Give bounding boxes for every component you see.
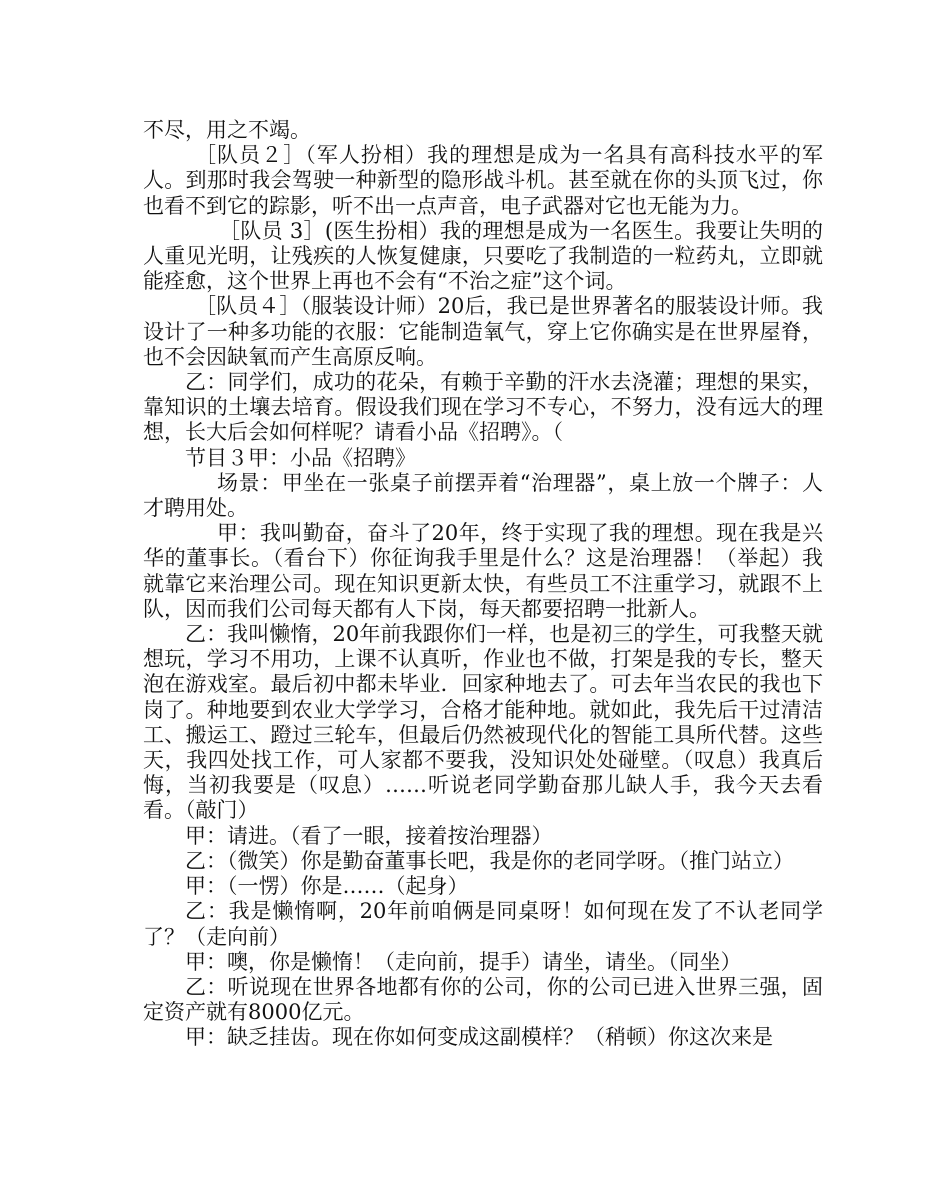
paragraph: 节目３甲：小品《招聘》: [185, 445, 416, 470]
paragraph: ［队员 3］(医生扮相）我的理想是成为一名医生。我要让失明的人重见光明，让残疾的人恢复健康，只要吃了我制造的一粒药丸，立即就能痊愈，这个世界上再也不会有“不治之症”这个词。: [143, 218, 823, 294]
paragraph: 乙：同学们，成功的花朵，有赖于辛勤的汗水去浇灌；理想的果实，靠知识的土壤去培育。假设我们现在学习不专心，不努力，没有远大的理想，长大后会如何样呢？请看小品《招聘》。（: [143, 370, 823, 445]
paragraph: 乙：我是懒惰啊，20年前咱俩是同桌呀！如何现在发了不认老同学了？（走向前）: [143, 899, 823, 949]
paragraph: 乙：听说现在世界各地都有你的公司，你的公司已进入世界三强，固定资产就有8000亿元。: [143, 974, 823, 1025]
paragraph: 不尽，用之不竭。: [143, 118, 311, 142]
paragraph: 场景：甲坐在一张桌子前摆弄着“治理器”，桌上放一个牌子：人才聘用处。: [143, 470, 823, 521]
paragraph: 乙：（微笑）你是勤奋董事长吧，我是你的老同学呀。（推门站立）: [185, 848, 794, 873]
paragraph: 甲：（一愣）你是……（起身）: [185, 874, 469, 899]
document-body: [143, 118, 823, 1051]
paragraph: 甲：请进。（看了一眼，接着按治理器）: [185, 823, 553, 848]
paragraph: 甲：噢，你是懒惰！（走向前，提手）请坐，请坐。（同坐）: [185, 949, 742, 974]
paragraph: ［队员４］（服装设计师）20后，我已是世界著名的服装设计师。我设计了一种多功能的衣服：它能制造氧气，穿上它你确实是在世界屋脊，也不会因缺氧而产生高原反响。: [143, 294, 823, 369]
paragraph: ［队员２］（军人扮相）我的理想是成为一名具有高科技水平的军人。到那时我会驾驶一种新型的隐形战斗机。甚至就在你的头顶飞过，你也看不到它的踪影，听不出一点声音，电子武器对它也无能为力。: [143, 143, 823, 218]
paragraph: 甲：缺乏挂齿。现在你如何变成这副模样？（稍顿）你这次来是: [185, 1025, 773, 1050]
paragraph: 乙：我叫懒惰，20年前我跟你们一样，也是初三的学生，可我整天就想玩，学习不用功，上课不认真听，作业也不做，打架是我的专长，整天泡在游戏室。最后初中都未毕业．回家种地去了。可去年当农民的我也下岗了。种地要到农业大学学习，合格才能种地。就如此，我先后干过清洁工、搬运工、蹬过三轮车，但最后仍然被现代化的智能工具所代替。这些天，我四处找工作，可人家都不要我，没知识处处碰壁。（叹息）我真后悔，当初我要是（叹息）……听说老同学勤奋那儿缺人手，我今天去看看。（敲门）: [143, 622, 823, 823]
paragraph: 甲：我叫勤奋，奋斗了20年，终于实现了我的理想。现在我是兴华的董事长。（看台下）你征询我手里是什么？这是治理器！（举起）我就靠它来治理公司。现在知识更新太快，有些员工不注重学习，就跟不上队，因而我们公司每天都有人下岗，每天都要招聘一批新人。: [143, 521, 823, 621]
